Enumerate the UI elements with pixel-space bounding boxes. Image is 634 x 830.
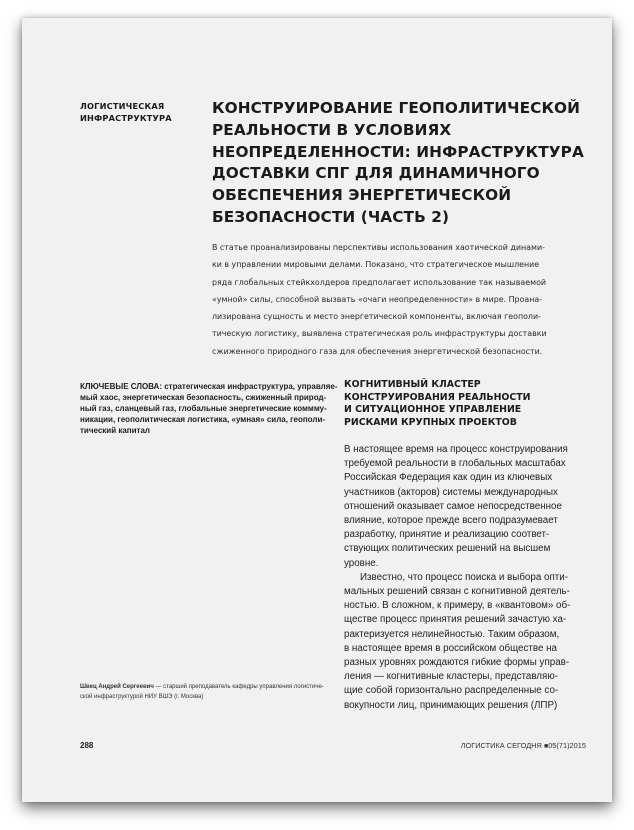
body-line: щие собой горизонтально распределенные со- <box>344 685 559 697</box>
author-affiliation: ской инфраструктурой НИУ ВШЭ (г. Москва) <box>80 693 204 700</box>
title-line: РЕАЛЬНОСТИ В УСЛОВИЯХ <box>212 120 452 139</box>
abstract-line: В статье проанализированы перспективы использования хаотической динами- <box>212 243 545 252</box>
body-line: разработку, принятие и реализацию соответ- <box>344 529 550 541</box>
body-line: Российская Федерация как один из ключевых <box>344 472 553 484</box>
paragraph-2 <box>344 571 594 713</box>
journal-page <box>22 18 612 802</box>
abstract-line: «умной» силы, способной вызвать «очаги неопределенности» в мире. Проана- <box>212 294 543 304</box>
abstract-line: тическую логистику, выявлена стратегическая роль инфраструктуры доставки <box>212 329 547 339</box>
heading-line: И СИТУАЦИОННОЕ УПРАВЛЕНИЕ <box>344 404 522 415</box>
title-line: ОБЕСПЕЧЕНИЯ ЭНЕРГЕТИЧЕСКОЙ <box>212 186 512 205</box>
author-role: — старший преподаватель кафедры управления логистиче- <box>153 684 324 690</box>
body-line: ществе процесс принятия решений зачастую ха- <box>344 614 567 626</box>
paragraph-1 <box>344 443 594 571</box>
heading-line: КОНСТРУИРОВАНИЯ РЕАЛЬНОСТИ <box>344 391 531 403</box>
section-heading <box>344 379 584 429</box>
body-line: рактеризуется нелинейностью. Таким образом, <box>344 628 560 640</box>
heading-line: КОГНИТИВНЫЙ КЛАСТЕР <box>344 379 481 390</box>
keywords-line: мый хаос, энергетическая безопасность, сжиженный природ- <box>80 393 327 403</box>
keywords <box>80 381 342 436</box>
body-text <box>344 443 594 713</box>
body-line: мальных решений связан с когнитивной деятель- <box>344 586 570 598</box>
abstract-line: сжиженного природного газа для обеспечения энергетической безопасности. <box>212 346 543 356</box>
article-title <box>212 98 592 229</box>
author-line <box>80 683 342 693</box>
title-line: КОНСТРУИРОВАНИЕ ГЕОПОЛИТИЧЕСКОЙ <box>212 99 581 117</box>
body-line: ления — когнитивные кластеры, представляю- <box>344 671 558 683</box>
keywords-line: ный газ, сланцевый газ, глобальные энергетические коммму- <box>80 404 327 414</box>
keywords-line: никации, геополитическая логистика, «умная» сила, геополи- <box>80 415 326 425</box>
keywords-line: тический капитал <box>80 426 150 436</box>
title-line: НЕОПРЕДЕЛЕННОСТИ: ИНФРАСТРУКТУРА <box>212 142 584 161</box>
section-label-line: ИНФРАСТРУКТУРА <box>80 113 172 123</box>
body-line: В настоящее время на процесс конструирования <box>344 444 568 455</box>
author-note <box>80 683 342 702</box>
journal-footer <box>461 741 586 750</box>
body-line: Известно, что процесс поиска и выбора опти- <box>360 571 568 583</box>
body-line: уровне. <box>344 557 379 569</box>
abstract <box>212 239 590 360</box>
heading-line: РИСКАМИ КРУПНЫХ ПРОЕКТОВ <box>344 416 517 428</box>
body-line: требуемой реальности в глобальных масштабах <box>344 458 566 470</box>
keywords-line: КЛЮЧЕВЫЕ СЛОВА: стратегическая инфраструктура, управляе- <box>80 382 338 391</box>
title-line: ДОСТАВКИ СПГ ДЛЯ ДИНАМИЧНОГО <box>212 164 540 183</box>
section-label <box>80 100 180 124</box>
abstract-line: ки в управлении мировыми делами. Показано, что стратегическое мышление <box>212 260 540 270</box>
body-line: вокупности лиц, принимающих решения (ЛПР) <box>344 699 558 711</box>
journal-issue: 05(71)2015 <box>548 741 586 750</box>
square-separator-icon: ■ <box>543 743 549 750</box>
body-line: ствующих политических решений на высшем <box>344 543 551 555</box>
section-label-line: ЛОГИСТИЧЕСКАЯ <box>80 101 165 111</box>
body-line: ностью. В сложном, к примеру, в «квантовом» об- <box>344 600 571 612</box>
journal-name: ЛОГИСТИКА СЕГОДНЯ <box>460 741 542 750</box>
abstract-line: лизирована сущность и место энергетической компоненты, включая геополи- <box>212 312 541 322</box>
title-line: БЕЗОПАСНОСТИ (ЧАСТЬ 2) <box>212 207 450 226</box>
body-line: разных уровнях рождаются гибкие формы управ- <box>344 657 570 669</box>
body-line: в настоящее время в российском обществе на <box>344 642 557 654</box>
body-line: влияние, которое прежде всего подразумевает <box>344 515 558 527</box>
author-name: Швец Андрей Сергеевич <box>80 684 154 690</box>
body-line: отношений оказывает самое непосредственное <box>344 500 562 512</box>
body-line: участников (акторов) системы международных <box>344 486 558 498</box>
page-number: 288 <box>80 741 94 750</box>
abstract-line: ряда глобальных стейкхолдеров предполагает использование так называемой <box>212 277 547 287</box>
